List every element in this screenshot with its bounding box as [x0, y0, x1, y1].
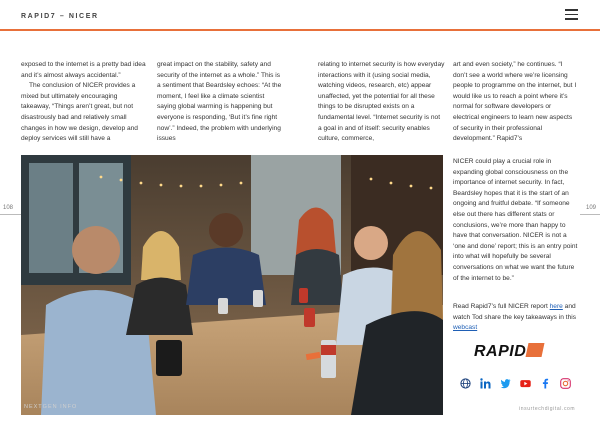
- report-link[interactable]: here: [549, 303, 563, 310]
- logo-mark-icon: [526, 343, 545, 357]
- text-column-3: [318, 60, 445, 145]
- social-links: [460, 378, 575, 390]
- paragraph: great impact on the stability, safety and security of the internet as a whole.” This is a sentiment that Beardsley echoes: “At the moment, I feel like a climate scientist saying global warming is happening but everyone is responding, ‘But it’s fine right now’.” Indeed, the problem with underlying issues: [157, 61, 282, 143]
- cta-paragraph: [453, 302, 578, 334]
- footer-website: insurtechdigital.com: [519, 406, 576, 412]
- youtube-icon[interactable]: [520, 378, 531, 389]
- text-column-4-top: [453, 60, 578, 145]
- paragraph: art and even society,” he continues. “I don’t see a world where we’re licensing people to programme on the internet, but I would like us to reach a point where it’s normal for software developers or electrical engineers to learn new aspects of security in their professional development.” Rapid7’s: [453, 61, 577, 143]
- paragraph: The conclusion of NICER provides a mixed but ultimately encouraging takeaway, “Things aren’t great, but not disastrously bad and relatively small changes in how we design, develop and deploy services will still have a: [21, 82, 138, 143]
- globe-icon[interactable]: [460, 378, 471, 389]
- page-number-left: 108: [3, 205, 14, 211]
- facebook-icon[interactable]: [540, 378, 551, 389]
- logo-text: RAPID: [474, 343, 527, 360]
- cta-text: Read Rapid7’s full NICER report: [453, 303, 550, 310]
- margin-rule-right: [580, 214, 600, 215]
- webcast-link[interactable]: webcast: [453, 324, 478, 332]
- top-bar: [0, 0, 600, 31]
- margin-rule-left: [0, 214, 21, 215]
- cta-text: and watch Tod share the key takeaways in this: [453, 303, 577, 321]
- twitter-icon[interactable]: [500, 378, 511, 389]
- publication-brand: RAPID7 – NICER: [21, 13, 99, 20]
- hamburger-menu-icon[interactable]: [565, 9, 578, 20]
- instagram-icon[interactable]: [560, 378, 571, 389]
- text-column-1: [21, 60, 146, 145]
- page-number-right: 109: [586, 205, 597, 211]
- footer-publication: NEXTGEN INFO: [24, 404, 78, 410]
- paragraph: exposed to the internet is a pretty bad idea and it’s almost always accidental.”: [21, 61, 146, 79]
- paragraph: NICER could play a crucial role in expanding global consciousness on the importance of internet security. In fact, Beardsley hopes that it is the start of an ongoing and fruitful debate. “If someone else out there has different stats or conclusions, we’re more than happy to have that conversation. NICER is not a ‘one and done’ report; this is an entry point into what will hopefully be several conversations on what we want the future of the internet to be.”: [453, 158, 578, 282]
- rapid7-logo: [474, 343, 543, 361]
- linkedin-icon[interactable]: [480, 378, 491, 389]
- call-to-action: [453, 302, 578, 334]
- team-photo: [21, 155, 443, 415]
- text-column-2: [157, 60, 282, 145]
- paragraph: relating to internet security is how everyday interactions with it (using social media, watching videos, research, etc) appear unaffected, yet the potential for all these things to be disrupted exists on a fundamental level. “Internet security is not a goal in and of itself: security enables culture, commerce,: [318, 61, 445, 143]
- text-column-4-middle: [453, 157, 578, 284]
